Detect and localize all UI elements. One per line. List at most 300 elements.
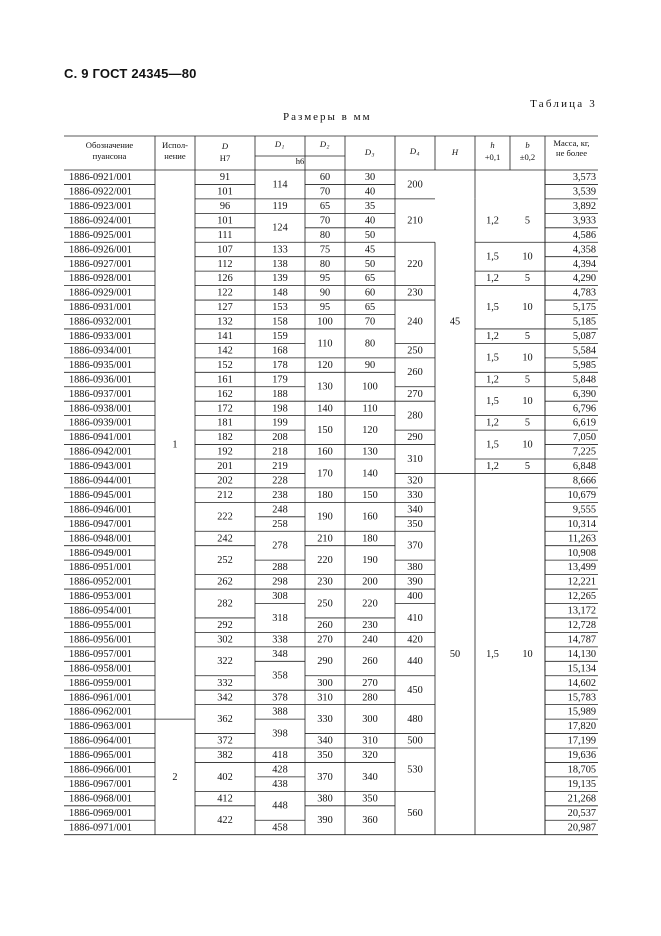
row-designation: 1886-0934/001 [69,345,132,357]
row-designation: 1886-0966/001 [69,764,132,776]
cell-d: 141 [217,331,233,343]
cell-d1: 159 [272,331,288,343]
cell-d1: 199 [272,417,288,429]
cell-d1: 208 [272,432,288,444]
cell-d1: 114 [272,179,288,191]
cell-d2: 220 [317,555,333,567]
cell-d2: 380 [317,793,333,805]
row-mass: 5,985 [572,359,596,371]
row-designation: 1886-0959/001 [69,677,132,689]
cell-d: 192 [217,446,233,458]
cell-d3: 280 [362,692,378,704]
cell-d1: 139 [272,273,288,285]
cell-b: 10 [522,352,533,364]
cell-d: 262 [217,576,233,588]
cell-d: 201 [217,461,233,473]
cell-d1: 188 [272,388,288,400]
cell-d2: 290 [317,656,333,668]
row-designation: 1886-0968/001 [69,793,132,805]
row-mass: 8,666 [572,475,596,487]
cell-d: 101 [217,186,233,198]
row-designation: 1886-0967/001 [69,778,132,790]
row-designation: 1886-0946/001 [69,504,132,516]
row-mass: 20,537 [567,807,596,819]
version-header: нение [164,150,186,161]
row-designation: 1886-0962/001 [69,706,132,718]
cell-d3: 120 [362,424,378,436]
row-designation: 1886-0969/001 [69,807,132,819]
cell-d4: 310 [407,453,423,465]
cell-d3: 90 [364,359,376,371]
cell-d: 332 [217,677,233,689]
cell-d: 126 [217,273,233,285]
cell-h: 1,2 [486,331,499,343]
row-designation: 1886-0971/001 [69,822,132,834]
cell-d1: 338 [272,634,288,646]
cell-d1: 278 [272,540,288,552]
row-designation: 1886-0964/001 [69,735,132,747]
row-mass: 6,390 [572,388,596,400]
cell-d3: 30 [364,172,376,184]
cell-d3: 310 [362,735,378,747]
cell-d1: 418 [272,750,288,762]
cell-version: 1 [172,439,178,451]
cell-d: 372 [217,735,233,747]
cell-d1: 248 [272,504,288,516]
cell-d: 202 [217,475,233,487]
cell-d2: 110 [317,338,333,350]
row-mass: 6,796 [572,403,596,415]
h-header: h [490,139,495,150]
row-designation: 1886-0954/001 [69,605,132,617]
cell-d2: 300 [317,677,333,689]
cell-d1: 133 [272,244,288,256]
cell-d3: 140 [362,468,378,480]
row-mass: 12,728 [567,620,596,632]
cell-d3: 35 [364,200,376,212]
row-mass: 11,263 [568,533,596,545]
row-designation: 1886-0955/001 [69,620,132,632]
row-mass: 13,499 [567,562,596,574]
cell-d3: 40 [364,215,376,227]
cell-d2: 250 [317,598,333,610]
cell-d3: 65 [364,273,376,285]
cell-d3: 320 [362,750,378,762]
cell-d2: 270 [317,634,333,646]
cell-h: 1,5 [486,439,499,451]
cell-d3: 200 [362,576,378,588]
row-designation: 1886-0956/001 [69,634,132,646]
row-mass: 9,555 [572,504,596,516]
cell-d1: 298 [272,576,288,588]
row-mass: 14,130 [567,648,596,660]
cell-d1: 158 [272,316,288,328]
d2-header-sub: 2 [326,144,330,151]
row-mass: 7,225 [572,446,596,458]
row-designation: 1886-0929/001 [69,287,132,299]
cell-h: 45 [449,316,461,328]
cell-d4: 290 [407,432,423,444]
cell-d: 292 [217,620,233,632]
cell-d2: 120 [317,359,333,371]
cell-d1: 119 [272,200,288,212]
row-designation: 1886-0933/001 [69,331,132,343]
cell-d4: 350 [407,518,423,530]
row-mass: 15,783 [567,692,596,704]
cell-d1: 238 [272,489,288,501]
cell-b: 10 [522,648,533,660]
cell-d1: 448 [272,800,288,812]
cell-d4: 500 [407,735,423,747]
row-mass: 17,820 [567,721,596,733]
cell-d4: 210 [407,215,423,227]
cell-d4: 440 [407,656,423,668]
cell-d: 112 [217,258,233,270]
row-mass: 10,908 [567,547,596,559]
cell-d: 252 [217,555,233,567]
row-mass: 20,987 [567,822,596,834]
row-designation: 1886-0928/001 [69,273,132,285]
row-mass: 3,933 [572,215,596,227]
row-designation: 1886-0943/001 [69,461,132,473]
cell-d3: 190 [362,555,378,567]
cell-d4: 250 [407,345,423,357]
row-mass: 5,175 [572,302,596,314]
cell-h: 1,2 [486,374,499,386]
cell-d: 101 [217,215,233,227]
cell-d1: 138 [272,258,288,270]
cell-d1: 388 [272,706,288,718]
cell-d3: 360 [362,815,378,827]
cell-d: 127 [217,302,233,314]
cell-d3: 50 [364,258,376,270]
row-designation: 1886-0926/001 [69,244,132,256]
cell-d4: 410 [407,612,423,624]
cell-d1: 219 [272,461,288,473]
cell-d3: 180 [362,533,378,545]
row-designation: 1886-0953/001 [69,591,132,603]
cell-h: 1,2 [486,461,499,473]
cell-b: 5 [524,331,531,343]
cell-h: 50 [449,648,461,660]
cell-d2: 140 [317,403,333,415]
cell-d2: 230 [317,576,333,588]
cell-d: 172 [217,403,233,415]
dimensions-label: Размеры в мм [283,111,372,123]
d3-header: D [364,146,372,157]
row-mass: 15,134 [567,663,596,675]
cell-d4: 480 [407,713,423,725]
cell-d2: 370 [317,771,333,783]
cell-d3: 270 [362,677,378,689]
cell-d: 142 [217,345,233,357]
cell-d3: 350 [362,793,378,805]
cell-h: 1,2 [486,273,499,285]
row-designation: 1886-0938/001 [69,403,132,415]
cell-d3: 240 [362,634,378,646]
cell-b: 10 [522,396,533,408]
row-designation: 1886-0951/001 [69,562,132,574]
cell-d2: 70 [319,215,331,227]
cell-d1: 348 [272,648,288,660]
row-mass: 17,199 [567,735,596,747]
cell-d3: 65 [364,302,376,314]
cell-d2: 180 [317,489,333,501]
cell-d1: 308 [272,591,288,603]
row-mass: 10,679 [567,489,596,501]
cell-d4: 200 [407,179,423,191]
cell-d4: 280 [407,410,423,422]
b-header: b [525,139,530,150]
row-designation: 1886-0922/001 [69,186,132,198]
designation-header: пуансона [92,150,127,161]
cell-d: 242 [217,533,233,545]
cell-d: 402 [217,771,233,783]
cell-d1: 218 [272,446,288,458]
cell-d1: 178 [272,359,288,371]
cell-d: 362 [217,713,233,725]
cell-h: 1,5 [486,302,499,314]
cell-d3: 70 [364,316,376,328]
row-designation: 1886-0947/001 [69,518,132,530]
cell-d3: 40 [364,186,376,198]
cell-h: 1,2 [486,417,499,429]
cell-d2: 65 [319,200,331,212]
cell-d1: 438 [272,778,288,790]
row-mass: 5,087 [572,331,596,343]
cell-d: 111 [217,229,233,241]
row-mass: 12,221 [567,576,596,588]
cell-d1: 168 [272,345,288,357]
cell-d2: 90 [319,287,331,299]
row-mass: 19,636 [567,750,596,762]
cell-h: 1,5 [486,396,499,408]
cell-d1: 398 [272,728,288,740]
cell-b: 10 [522,439,533,451]
cell-d: 161 [217,374,233,386]
cell-d3: 100 [362,381,378,393]
cell-d: 122 [217,287,233,299]
cell-d1: 428 [272,764,288,776]
cell-d4: 450 [407,685,423,697]
d-header: D [221,140,229,151]
cell-d3: 340 [362,771,378,783]
cell-d4: 230 [407,287,423,299]
cell-h: 1,5 [486,352,499,364]
cell-d: 282 [217,598,233,610]
cell-d3: 150 [362,489,378,501]
cell-b: 5 [524,461,531,473]
row-designation: 1886-0923/001 [69,200,132,212]
row-mass: 14,787 [567,634,596,646]
d4-header: D [409,145,417,156]
cell-d3: 300 [362,713,378,725]
cell-d2: 390 [317,815,333,827]
row-designation: 1886-0921/001 [69,172,132,184]
d3-header-sub: 3 [371,152,375,159]
cell-d4: 380 [407,562,423,574]
cell-d: 212 [217,489,233,501]
row-designation: 1886-0936/001 [69,374,132,386]
cell-d2: 260 [317,620,333,632]
d1-header: D [274,138,282,149]
cell-d4: 240 [407,316,423,328]
cell-d1: 378 [272,692,288,704]
cell-d2: 340 [317,735,333,747]
d1-header-sub: 1 [281,144,285,151]
table-label: Таблица 3 [530,98,597,110]
cell-d: 96 [219,200,231,212]
cell-d2: 210 [317,533,333,545]
row-mass: 4,586 [572,229,596,241]
cell-b: 5 [524,273,531,285]
row-designation: 1886-0939/001 [69,417,132,429]
cell-d3: 220 [362,598,378,610]
cell-d2: 170 [317,468,333,480]
cell-version: 2 [172,771,178,783]
row-mass: 13,172 [567,605,596,617]
cell-d: 422 [217,815,233,827]
row-designation: 1886-0957/001 [69,648,132,660]
cell-d2: 60 [319,172,331,184]
cell-d: 342 [217,692,233,704]
cell-d4: 320 [407,475,423,487]
cell-d: 91 [219,172,231,184]
cell-d3: 160 [362,511,378,523]
mass-header: не более [555,147,588,158]
cell-d2: 95 [319,302,331,314]
row-designation: 1886-0958/001 [69,663,132,675]
cell-d2: 160 [317,446,333,458]
row-mass: 4,290 [572,273,596,285]
cell-b: 10 [522,251,533,263]
row-designation: 1886-0949/001 [69,547,132,559]
row-designation: 1886-0945/001 [69,489,132,501]
row-designation: 1886-0942/001 [69,446,132,458]
cell-d4: 530 [407,764,423,776]
version-header: Испол- [162,139,188,150]
cell-d: 302 [217,634,233,646]
row-mass: 21,268 [567,793,596,805]
row-mass: 4,394 [572,258,596,270]
row-mass: 10,314 [567,518,596,530]
row-mass: 7,050 [572,432,596,444]
cell-d2: 130 [317,381,333,393]
cell-d1: 198 [272,403,288,415]
page-header: С. 9 ГОСТ 24345—80 [64,66,197,81]
row-designation: 1886-0931/001 [69,302,132,314]
cell-d1: 153 [272,302,288,314]
cell-d2: 80 [319,258,331,270]
designation-header: Обозначение [85,139,134,150]
row-designation: 1886-0937/001 [69,388,132,400]
cell-d3: 230 [362,620,378,632]
row-mass: 18,705 [567,764,596,776]
row-designation: 1886-0963/001 [69,721,132,733]
cell-d: 132 [217,316,233,328]
cell-d1: 358 [272,670,288,682]
cell-d1: 258 [272,518,288,530]
cell-b: 5 [524,374,531,386]
cell-d: 107 [217,244,233,256]
cell-h: 1,2 [486,215,499,227]
cell-d3: 60 [364,287,376,299]
cell-d2: 310 [317,692,333,704]
h6-tolerance: h6 [295,155,305,166]
row-designation: 1886-0941/001 [69,432,132,444]
cell-d: 222 [217,511,233,523]
cell-d4: 420 [407,634,423,646]
cell-d: 181 [217,417,233,429]
row-mass: 3,892 [572,200,596,212]
cell-d2: 75 [319,244,331,256]
cell-h: 1,5 [486,648,499,660]
b-tolerance: ±0,2 [519,151,536,162]
row-mass: 4,783 [572,287,596,299]
cell-d: 412 [217,793,233,805]
row-mass: 5,848 [572,374,596,386]
cell-b: 5 [524,215,531,227]
cell-d2: 350 [317,750,333,762]
cell-d3: 45 [364,244,376,256]
cell-d: 182 [217,432,233,444]
cell-b: 5 [524,417,531,429]
cell-d3: 110 [362,403,378,415]
row-mass: 6,619 [572,417,596,429]
cell-d4: 400 [407,591,423,603]
cell-d4: 390 [407,576,423,588]
d-tolerance: H7 [219,152,231,163]
row-designation: 1886-0952/001 [69,576,132,588]
cell-d3: 260 [362,656,378,668]
row-designation: 1886-0935/001 [69,359,132,371]
row-mass: 5,185 [572,316,596,328]
row-mass: 14,602 [567,677,596,689]
row-mass: 3,539 [572,186,596,198]
cell-d1: 288 [272,562,288,574]
cell-d4: 340 [407,504,423,516]
h-tolerance: +0,1 [484,151,501,162]
cell-d: 322 [217,656,233,668]
cell-d: 382 [217,750,233,762]
cell-d1: 228 [272,475,288,487]
row-mass: 19,135 [567,778,596,790]
cell-d3: 130 [362,446,378,458]
d4-header-sub: 4 [416,151,420,158]
cell-b: 10 [522,302,533,314]
cell-d4: 560 [407,807,423,819]
cell-d4: 330 [407,489,423,501]
cell-d2: 95 [319,273,331,285]
mass-header: Масса, кг, [553,137,590,148]
row-designation: 1886-0965/001 [69,750,132,762]
cell-d4: 220 [407,258,423,270]
row-mass: 12,265 [567,591,596,603]
row-designation: 1886-0961/001 [69,692,132,704]
cell-d2: 150 [317,424,333,436]
row-mass: 3,573 [572,172,596,184]
cell-h: 1,5 [486,251,499,263]
cell-d2: 80 [319,229,331,241]
row-designation: 1886-0932/001 [69,316,132,328]
cell-d: 152 [217,359,233,371]
cell-d2: 100 [317,316,333,328]
cell-d: 162 [217,388,233,400]
cell-d1: 318 [272,612,288,624]
cell-d4: 260 [407,367,423,379]
cell-d4: 370 [407,540,423,552]
cell-d1: 458 [272,822,288,834]
